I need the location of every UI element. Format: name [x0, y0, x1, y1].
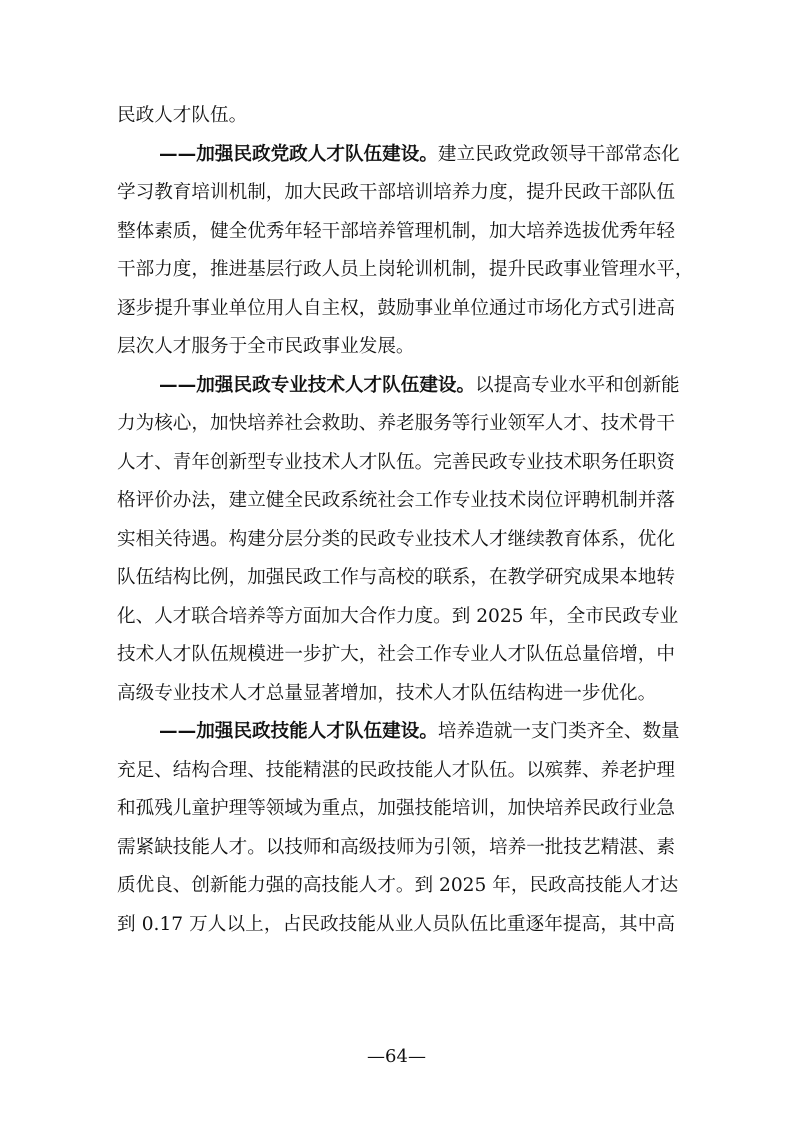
text-line: [117, 906, 675, 945]
line-text: 充足、结构合理、技能精湛的民政技能人才队伍。以殡葬、养老护理: [117, 759, 675, 781]
text-line: [117, 867, 679, 906]
text-line: [117, 521, 675, 560]
line-text: 格评价办法，建立健全民政系统社会工作专业技术岗位评聘机制并落: [117, 490, 675, 511]
text-line: [117, 174, 675, 213]
text-line: [117, 251, 694, 290]
line-text: 需紧缺技能人才。以技师和高级技师为引领，培养一批技艺精湛、素: [117, 836, 675, 858]
line-text: 技术人才队伍规模进一步扩大，社会工作专业人才队伍总量倍增，中: [117, 644, 675, 665]
section-heading: ——加强民政专业技术人才队伍建设。: [159, 374, 476, 396]
line-text: 高级专业技术人才总量显著增加，技术人才队伍结构进一步优化。: [117, 682, 657, 704]
text-line: [117, 213, 675, 252]
text-line: [117, 444, 675, 483]
text-line: [117, 713, 680, 752]
line-text: 以提高专业水平和创新能: [475, 374, 680, 396]
text-line: [117, 367, 680, 406]
line-text: 实相关待遇。构建分层分类的民政专业技术人才继续教育体系，优化: [117, 528, 675, 550]
text-line: [117, 136, 680, 175]
text-line: [117, 328, 675, 367]
text-line: [117, 675, 675, 714]
text-line: [117, 97, 675, 136]
line-text: 层次人才服务于全市民政事业发展。: [117, 336, 415, 357]
line-text: 人才、青年创新型专业技术人才队伍。完善民政专业技术职务任职资: [117, 451, 675, 473]
text-line: [117, 559, 675, 598]
line-text: 化、人才联合培养等方面加大合作力度。到 2025 年，全市民政专业: [117, 605, 679, 627]
body-text: [117, 97, 694, 944]
line-text: 和孤残儿童护理等领域为重点，加强技能培训，加快培养民政行业急: [117, 798, 675, 819]
line-text: 队伍结构比例，加强民政工作与高校的联系，在教学研究成果本地转: [117, 567, 675, 588]
line-text: 质优良、创新能力强的高技能人才。到 2025 年，民政高技能人才达: [117, 875, 679, 896]
text-line: [117, 290, 675, 329]
line-text: 逐步提升事业单位用人自主权，鼓励事业单位通过市场化方式引进高: [117, 297, 675, 319]
line-text: 整体素质，健全优秀年轻干部培养管理机制，加大培养选拔优秀年轻: [117, 220, 675, 242]
line-text: 到 0.17 万人以上，占民政技能从业人员队伍比重逐年提高，其中高: [117, 913, 675, 935]
line-text: 培养造就一支门类齐全、数量: [437, 721, 680, 742]
line-text: 力为核心，加快培养社会救助、养老服务等行业领军人才、技术骨干: [117, 413, 675, 434]
line-text: 建立民政党政领导干部常态化: [437, 143, 680, 165]
line-text: 干部力度，推进基层行政人员上岗轮训机制，提升民政事业管理水平，: [117, 259, 694, 280]
text-line: [117, 636, 675, 675]
line-text: 学习教育培训机制，加大民政干部培训培养力度，提升民政干部队伍: [117, 182, 675, 203]
text-line: [117, 598, 679, 637]
section-heading: ——加强民政党政人才队伍建设。: [159, 143, 438, 165]
text-line: [117, 829, 675, 868]
page-number: —64—: [367, 1046, 426, 1067]
text-line: [117, 482, 675, 521]
text-line: [117, 752, 675, 791]
section-heading: ——加强民政技能人才队伍建设。: [159, 721, 438, 742]
text-line: [117, 790, 675, 829]
line-text: 民政人才队伍。: [117, 105, 248, 126]
text-line: [117, 405, 675, 444]
